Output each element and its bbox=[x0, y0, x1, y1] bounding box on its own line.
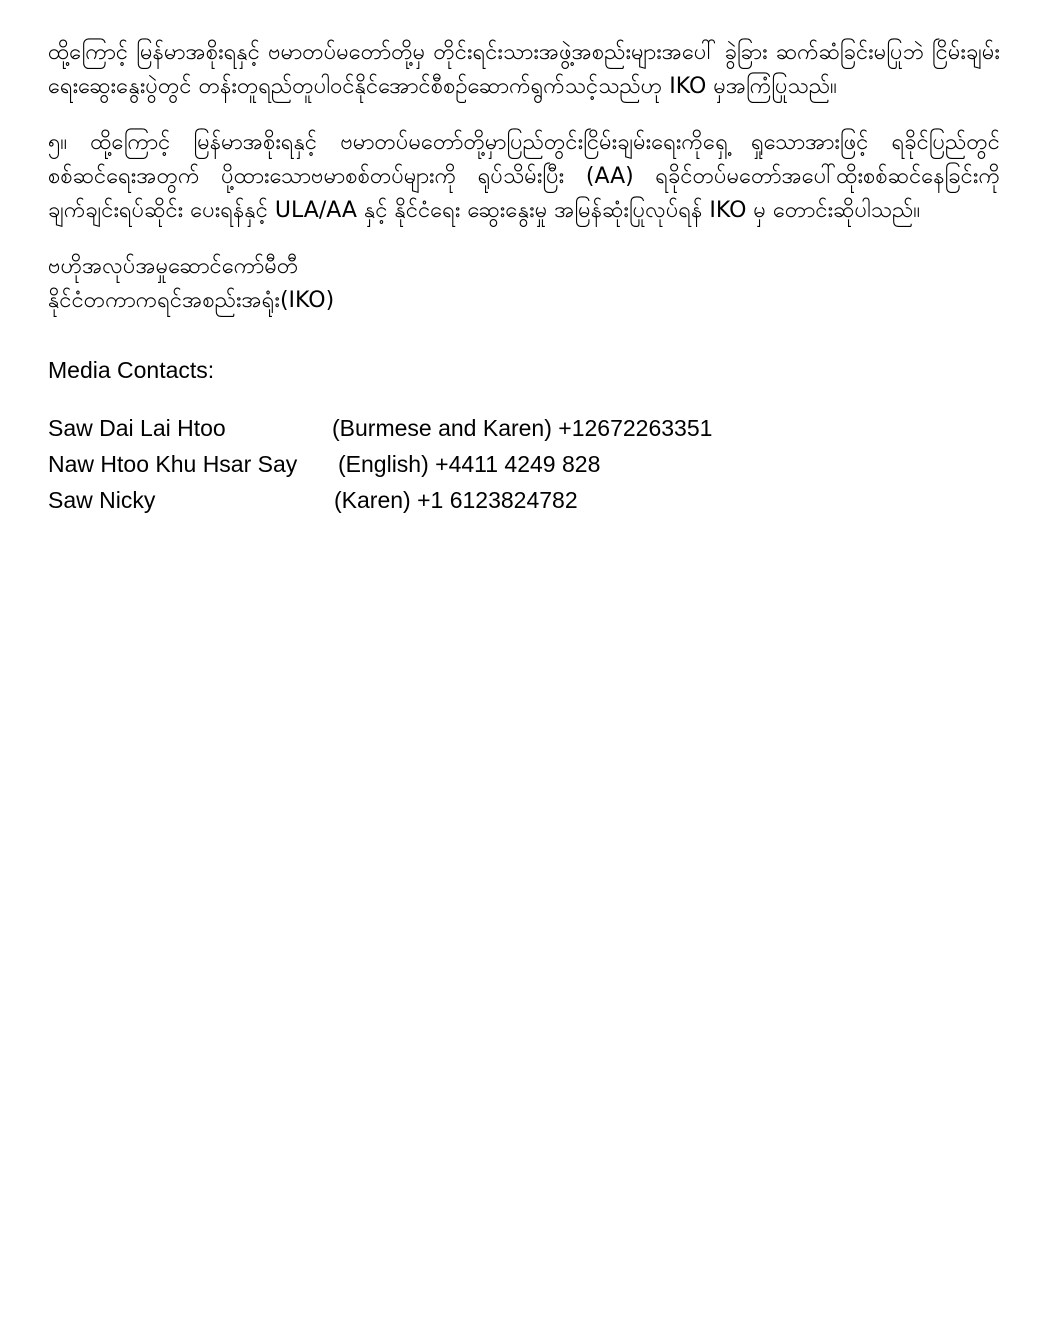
contact-detail: (English) +4411 4249 828 bbox=[338, 451, 601, 477]
media-contacts-heading: Media Contacts: bbox=[48, 357, 215, 383]
paragraph-recommendation: ထို့ကြောင့် မြန်မာအစိုးရနှင့် ဗမာတပ်မတော်တို့မှ တိုင်းရင်းသားအဖွဲ့အစည်းများအပေါ် ခွဲခြား ဆက်ဆံခြင်းမပြုဘဲ ငြိမ်းချမ်းရေးဆွေးနွေးပွဲတွင် တန်းတူရည်တူပါဝင်နိုင်အောင်စီစဉ်ဆောက်ရွက်သင့်သည်ဟု IKO မှအကြံပြုသည်။ bbox=[48, 40, 1000, 99]
signature-committee: ဗဟိုအလုပ်အမှုဆောင်ကော်မီတီ bbox=[48, 254, 299, 279]
signature-block bbox=[48, 250, 1000, 318]
contact-name: Naw Htoo Khu Hsar Say bbox=[48, 451, 298, 477]
media-contacts-list bbox=[48, 410, 1000, 518]
contact-row bbox=[48, 410, 1000, 446]
contact-detail: (Burmese and Karen) +12672263351 bbox=[332, 415, 713, 441]
contact-name: Saw Nicky bbox=[48, 487, 156, 513]
contact-row bbox=[48, 482, 1000, 518]
document-page bbox=[48, 36, 1000, 518]
contact-name: Saw Dai Lai Htoo bbox=[48, 415, 226, 441]
paragraph-demand: ၅။ ထို့ကြောင့် မြန်မာအစိုးရနှင့် ဗမာတပ်မတော်တို့မှာပြည်တွင်းငြိမ်းချမ်းရေးကိုရှေ့ ရှုသောအားဖြင့် ရခိုင်ပြည်တွင် စစ်ဆင်ရေးအတွက် ပို့ထားသောဗမာစစ်တပ်များကို ရုပ်သိမ်းပြီး (AA) ရခိုင်တပ်မတော်အပေါ်ထိုးစစ်ဆင်နေခြင်းကို ချက်ချင်းရပ်ဆိုင်း ပေးရန်နှင့် ULA/AA နှင့် နိုင်ငံရေး ဆွေးနွေးမှု အမြန်ဆုံးပြုလုပ်ရန် IKO မှ တောင်းဆိုပါသည်။ bbox=[48, 130, 1000, 223]
contact-row bbox=[48, 446, 1000, 482]
signature-organization: နိုင်ငံတကာကရင်အစည်းအရုံး(IKO) bbox=[48, 288, 335, 313]
contact-detail: (Karen) +1 6123824782 bbox=[334, 487, 578, 513]
